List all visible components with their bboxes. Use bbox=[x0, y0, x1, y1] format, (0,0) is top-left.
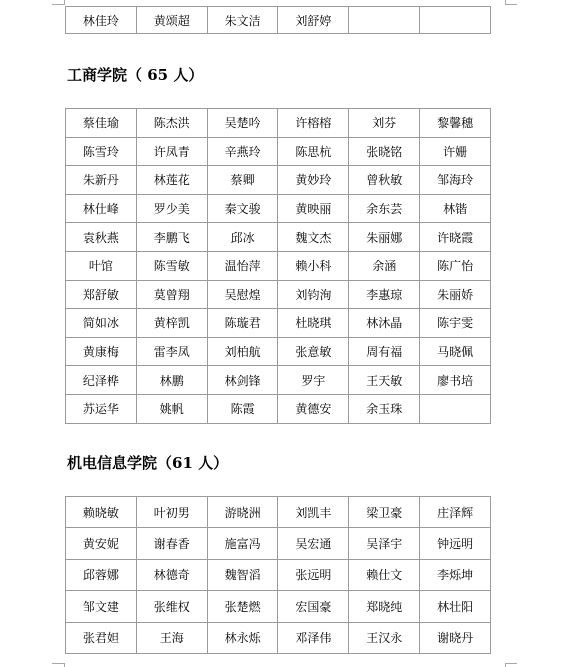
name-cell: 许凤青 bbox=[136, 137, 207, 166]
mechatronics-school-name-table bbox=[65, 496, 491, 654]
name-cell: 周有福 bbox=[349, 337, 420, 366]
name-cell: 廖书培 bbox=[420, 366, 491, 395]
name-cell: 袁秋燕 bbox=[66, 223, 137, 252]
name-cell: 黄梓凯 bbox=[136, 309, 207, 338]
name-cell bbox=[420, 7, 491, 34]
name-cell: 简如冰 bbox=[66, 309, 137, 338]
name-cell: 钟远明 bbox=[420, 528, 491, 559]
table-row bbox=[66, 7, 491, 34]
name-cell: 林仕峰 bbox=[66, 194, 137, 223]
name-cell: 罗少美 bbox=[136, 194, 207, 223]
name-cell: 余东芸 bbox=[349, 194, 420, 223]
table-row bbox=[66, 109, 491, 138]
table-row bbox=[66, 137, 491, 166]
name-cell: 林莲花 bbox=[136, 166, 207, 195]
previous-section-name-table bbox=[65, 6, 491, 34]
table-row bbox=[66, 280, 491, 309]
name-cell: 林德奇 bbox=[136, 559, 207, 590]
name-cell: 吴慰煌 bbox=[207, 280, 278, 309]
name-cell: 刘柏航 bbox=[207, 337, 278, 366]
name-cell: 张君妲 bbox=[66, 622, 137, 653]
section-count: （ 65 人） bbox=[127, 66, 204, 84]
name-cell: 黄安妮 bbox=[66, 528, 137, 559]
name-cell: 魏文杰 bbox=[278, 223, 349, 252]
table-row bbox=[66, 366, 491, 395]
name-cell: 罗宇 bbox=[278, 366, 349, 395]
name-cell: 林剑锋 bbox=[207, 366, 278, 395]
crop-mark-bottom-left-v bbox=[64, 663, 65, 667]
section-count: （61 人） bbox=[157, 454, 229, 472]
name-cell: 林佳玲 bbox=[66, 7, 137, 34]
name-cell: 魏智滔 bbox=[207, 559, 278, 590]
name-cell: 纪泽桦 bbox=[66, 366, 137, 395]
name-cell: 朱丽娜 bbox=[349, 223, 420, 252]
table-row bbox=[66, 497, 491, 528]
name-cell: 曾秋敏 bbox=[349, 166, 420, 195]
table-row bbox=[66, 194, 491, 223]
name-cell: 黄康梅 bbox=[66, 337, 137, 366]
name-cell: 林永烁 bbox=[207, 622, 278, 653]
name-cell: 李惠琼 bbox=[349, 280, 420, 309]
name-cell: 谢晓丹 bbox=[420, 622, 491, 653]
name-cell: 宏国豪 bbox=[278, 591, 349, 622]
table-row bbox=[66, 223, 491, 252]
name-cell: 吴楚吟 bbox=[207, 109, 278, 138]
crop-mark-bottom-right-h bbox=[505, 663, 517, 664]
name-cell: 苏运华 bbox=[66, 394, 137, 423]
table-row bbox=[66, 394, 491, 423]
name-cell: 朱新丹 bbox=[66, 166, 137, 195]
crop-mark-bottom-right-v bbox=[505, 663, 506, 667]
name-cell: 朱丽娇 bbox=[420, 280, 491, 309]
name-cell: 许榕榕 bbox=[278, 109, 349, 138]
table-row bbox=[66, 622, 491, 653]
name-cell: 朱文洁 bbox=[207, 7, 278, 34]
section-title: 机电信息学院 bbox=[67, 454, 158, 472]
name-cell: 黄德安 bbox=[278, 394, 349, 423]
name-cell: 林壮阳 bbox=[420, 591, 491, 622]
name-cell: 林沐晶 bbox=[349, 309, 420, 338]
name-cell: 陈雪敏 bbox=[136, 251, 207, 280]
name-cell: 张远明 bbox=[278, 559, 349, 590]
name-cell: 黎馨穗 bbox=[420, 109, 491, 138]
business-school-name-table bbox=[65, 108, 491, 424]
name-cell: 陈雪玲 bbox=[66, 137, 137, 166]
name-cell: 辛燕玲 bbox=[207, 137, 278, 166]
name-cell: 叶馆 bbox=[66, 251, 137, 280]
crop-mark-bottom-left-h bbox=[52, 663, 64, 664]
name-cell: 黄映丽 bbox=[278, 194, 349, 223]
section-heading-business-school bbox=[67, 64, 203, 85]
name-cell: 余玉珠 bbox=[349, 394, 420, 423]
name-cell: 邓泽伟 bbox=[278, 622, 349, 653]
name-cell: 陈霞 bbox=[207, 394, 278, 423]
name-cell: 郑晓纯 bbox=[349, 591, 420, 622]
name-cell: 刘凯丰 bbox=[278, 497, 349, 528]
name-cell: 蔡卿 bbox=[207, 166, 278, 195]
name-cell bbox=[420, 394, 491, 423]
name-cell: 吴泽宇 bbox=[349, 528, 420, 559]
name-cell: 温怡萍 bbox=[207, 251, 278, 280]
name-cell: 庄泽辉 bbox=[420, 497, 491, 528]
name-cell: 邱蓉娜 bbox=[66, 559, 137, 590]
name-cell: 张晓铭 bbox=[349, 137, 420, 166]
name-cell: 姚帆 bbox=[136, 394, 207, 423]
crop-mark-top-left-v bbox=[64, 0, 65, 5]
name-cell: 李烁坤 bbox=[420, 559, 491, 590]
name-cell: 游晓洲 bbox=[207, 497, 278, 528]
section-heading-mechatronics-school bbox=[67, 452, 228, 473]
name-cell: 余涵 bbox=[349, 251, 420, 280]
name-cell: 邱冰 bbox=[207, 223, 278, 252]
name-cell: 雷李凤 bbox=[136, 337, 207, 366]
name-cell: 刘芬 bbox=[349, 109, 420, 138]
name-cell: 叶初男 bbox=[136, 497, 207, 528]
name-cell: 邹海玲 bbox=[420, 166, 491, 195]
table-row bbox=[66, 337, 491, 366]
table-row bbox=[66, 251, 491, 280]
name-cell: 秦文骏 bbox=[207, 194, 278, 223]
name-cell bbox=[349, 7, 420, 34]
name-cell: 林锴 bbox=[420, 194, 491, 223]
name-cell: 黄妙玲 bbox=[278, 166, 349, 195]
name-cell: 梁卫豪 bbox=[349, 497, 420, 528]
name-cell: 陈杰洪 bbox=[136, 109, 207, 138]
table-row bbox=[66, 559, 491, 590]
name-cell: 林鹏 bbox=[136, 366, 207, 395]
name-cell: 吴宏通 bbox=[278, 528, 349, 559]
name-cell: 谢春香 bbox=[136, 528, 207, 559]
name-cell: 莫曾翔 bbox=[136, 280, 207, 309]
name-cell: 陈璇君 bbox=[207, 309, 278, 338]
name-cell: 张维权 bbox=[136, 591, 207, 622]
name-cell: 赖晓敏 bbox=[66, 497, 137, 528]
name-cell: 王汉永 bbox=[349, 622, 420, 653]
name-cell: 陈广怡 bbox=[420, 251, 491, 280]
crop-mark-top-left-h bbox=[52, 4, 64, 5]
name-cell: 邹文建 bbox=[66, 591, 137, 622]
name-cell: 刘钧洵 bbox=[278, 280, 349, 309]
crop-mark-top-right-h bbox=[505, 4, 517, 5]
name-cell: 陈宇雯 bbox=[420, 309, 491, 338]
name-cell: 黄颂超 bbox=[136, 7, 207, 34]
name-cell: 王天敏 bbox=[349, 366, 420, 395]
name-cell: 许姗 bbox=[420, 137, 491, 166]
table-row bbox=[66, 309, 491, 338]
name-cell: 蔡佳瑜 bbox=[66, 109, 137, 138]
name-cell: 马晓佩 bbox=[420, 337, 491, 366]
name-cell: 许晓霞 bbox=[420, 223, 491, 252]
table-row bbox=[66, 591, 491, 622]
name-cell: 赖仕文 bbox=[349, 559, 420, 590]
name-cell: 张意敏 bbox=[278, 337, 349, 366]
name-cell: 张楚燃 bbox=[207, 591, 278, 622]
name-cell: 施富冯 bbox=[207, 528, 278, 559]
name-cell: 陈思杭 bbox=[278, 137, 349, 166]
name-cell: 杜晓琪 bbox=[278, 309, 349, 338]
table-row bbox=[66, 166, 491, 195]
name-cell: 刘舒婷 bbox=[278, 7, 349, 34]
name-cell: 郑舒敏 bbox=[66, 280, 137, 309]
section-title: 工商学院 bbox=[67, 66, 128, 84]
table-row bbox=[66, 528, 491, 559]
crop-mark-top-right-v bbox=[505, 0, 506, 5]
name-cell: 王海 bbox=[136, 622, 207, 653]
name-cell: 赖小科 bbox=[278, 251, 349, 280]
name-cell: 李鹏飞 bbox=[136, 223, 207, 252]
